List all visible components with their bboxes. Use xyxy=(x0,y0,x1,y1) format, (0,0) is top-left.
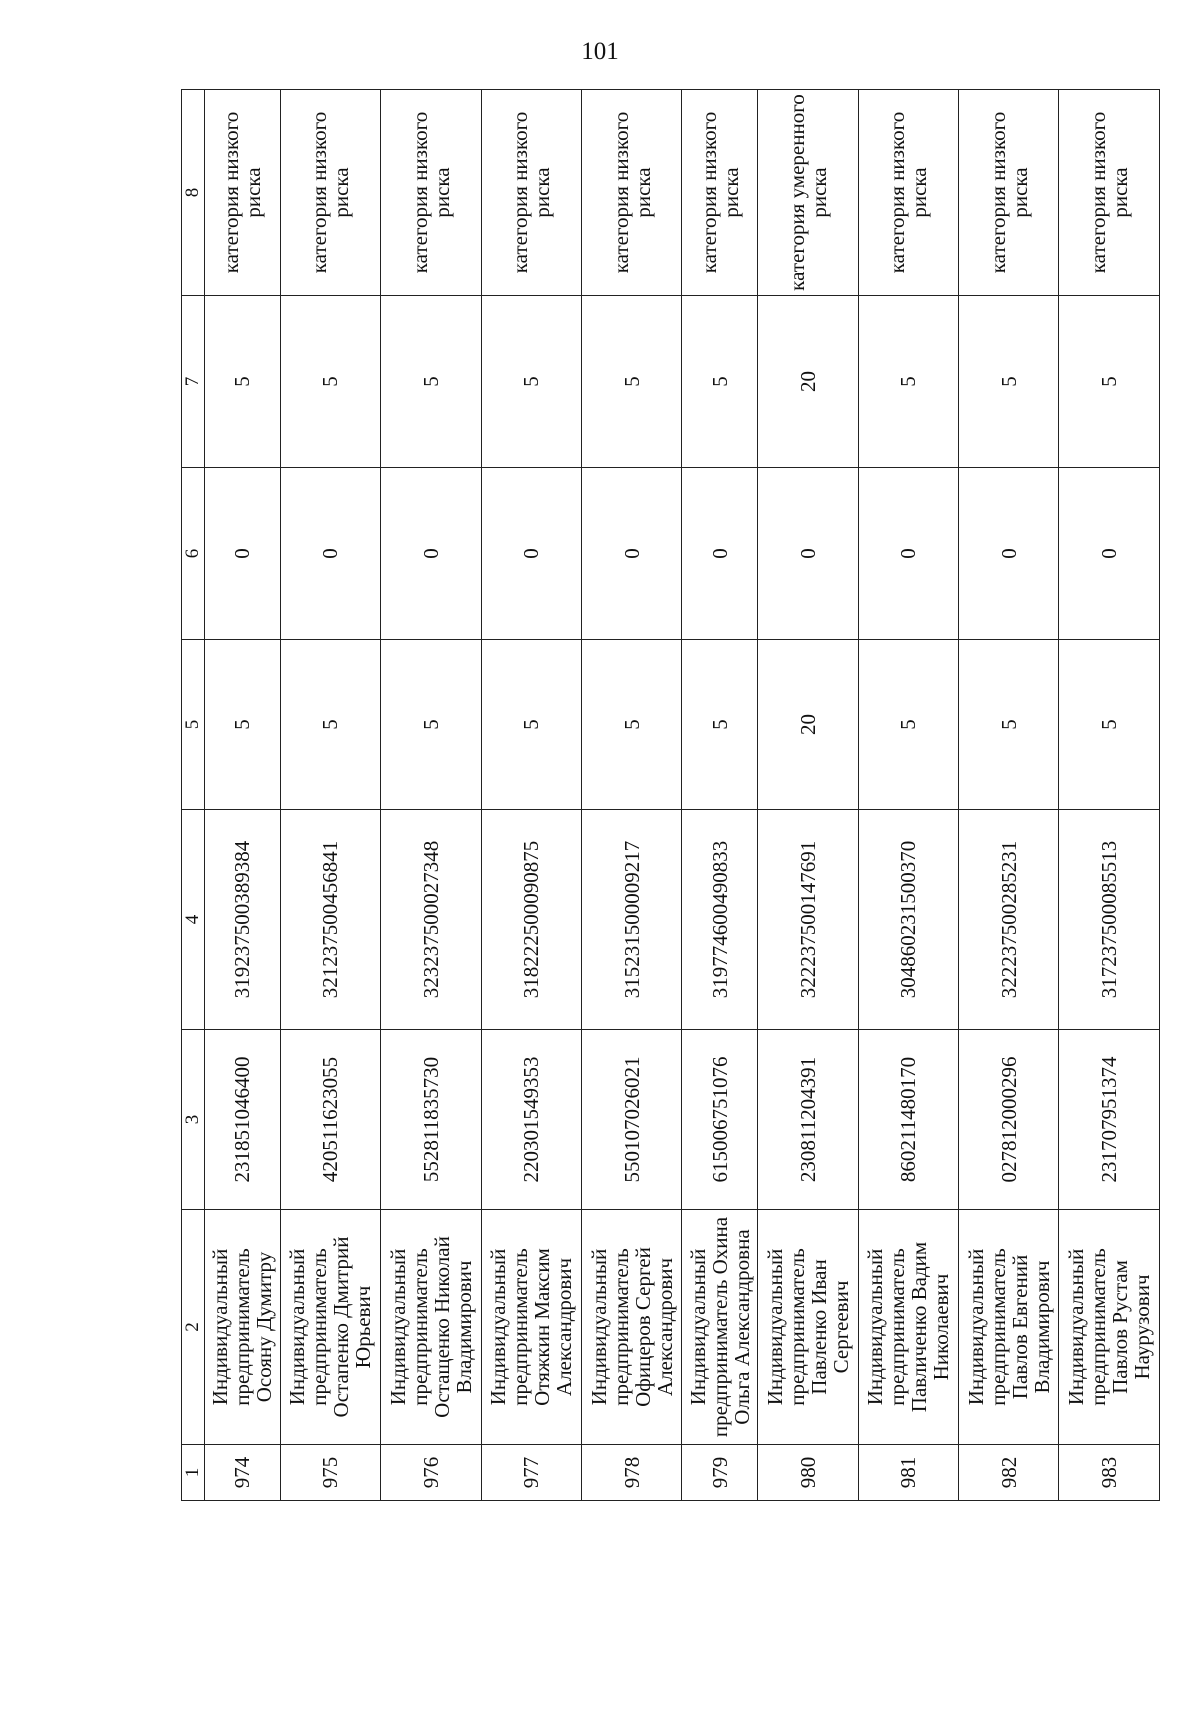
table-cell: 5 xyxy=(205,296,281,468)
table-cell: 0 xyxy=(481,468,581,640)
table-row xyxy=(280,90,380,1501)
table-cell: 20 xyxy=(758,296,858,468)
table-cell: 978 xyxy=(581,1445,681,1501)
table-cell: 5 xyxy=(205,640,281,810)
table-cell: Индивидуальный предприниматель Остащенко Николай Владимирович xyxy=(381,1210,481,1445)
header-cell: 2 xyxy=(182,1210,205,1445)
table-cell: категория низкого риска xyxy=(581,90,681,296)
table-cell: 420511623055 xyxy=(280,1030,380,1210)
registry-table xyxy=(181,89,1160,1501)
table-cell: 220301549353 xyxy=(481,1030,581,1210)
table-row xyxy=(581,90,681,1501)
table-cell: 317237500085513 xyxy=(1059,810,1160,1030)
table-cell: 319774600490833 xyxy=(682,810,758,1030)
header-row xyxy=(182,90,205,1501)
table-cell: Индивидуальный предприниматель Осояну Думитру xyxy=(205,1210,281,1445)
registry-table-frame xyxy=(181,94,1160,1501)
table-cell: Индивидуальный предприниматель Отяжкин Максим Александрович xyxy=(481,1210,581,1445)
table-cell: 5 xyxy=(581,296,681,468)
table-cell: 230811204391 xyxy=(758,1030,858,1210)
table-cell: 5 xyxy=(1059,640,1160,810)
table-cell: 0 xyxy=(280,468,380,640)
table-cell: категория низкого риска xyxy=(958,90,1058,296)
table-cell: 5 xyxy=(858,296,958,468)
table-cell: категория низкого риска xyxy=(280,90,380,296)
table-cell: 980 xyxy=(758,1445,858,1501)
table-cell: 981 xyxy=(858,1445,958,1501)
table-row xyxy=(1059,90,1160,1501)
table-cell: 304860231500370 xyxy=(858,810,958,1030)
table-cell: 231707951374 xyxy=(1059,1030,1160,1210)
table-row xyxy=(682,90,758,1501)
table-cell: категория умеренного риска xyxy=(758,90,858,296)
table-cell: 979 xyxy=(682,1445,758,1501)
table-cell: 550107026021 xyxy=(581,1030,681,1210)
table-cell: 318222500090875 xyxy=(481,810,581,1030)
table-cell: 0 xyxy=(758,468,858,640)
table-cell: Индивидуальный предприниматель Охина Ольга Александровна xyxy=(682,1210,758,1445)
table-cell: 5 xyxy=(958,296,1058,468)
table-cell: Индивидуальный предприниматель Офицеров Сергей Александрович xyxy=(581,1210,681,1445)
table-cell: 0 xyxy=(958,468,1058,640)
table-cell: 5 xyxy=(481,640,581,810)
table-cell: 860211480170 xyxy=(858,1030,958,1210)
table-cell: 5 xyxy=(1059,296,1160,468)
table-cell: 5 xyxy=(682,296,758,468)
table-cell: 322237500147691 xyxy=(758,810,858,1030)
header-cell: 6 xyxy=(182,468,205,640)
table-row xyxy=(481,90,581,1501)
table-cell: 983 xyxy=(1059,1445,1160,1501)
table-cell: категория низкого риска xyxy=(1059,90,1160,296)
table-cell: 315231500009217 xyxy=(581,810,681,1030)
header-cell: 5 xyxy=(182,640,205,810)
table-cell: 5 xyxy=(481,296,581,468)
table-cell: 975 xyxy=(280,1445,380,1501)
table-cell: 5 xyxy=(381,640,481,810)
table-cell: 0 xyxy=(858,468,958,640)
table-cell: 5 xyxy=(280,640,380,810)
page-number: 101 xyxy=(581,38,619,65)
table-row xyxy=(381,90,481,1501)
table-cell: 5 xyxy=(858,640,958,810)
table-cell: 0 xyxy=(1059,468,1160,640)
table-cell: 20 xyxy=(758,640,858,810)
header-cell: 4 xyxy=(182,810,205,1030)
table-cell: 0 xyxy=(581,468,681,640)
table-cell: 615006751076 xyxy=(682,1030,758,1210)
table-cell: 0 xyxy=(205,468,281,640)
table-cell: 0 xyxy=(682,468,758,640)
table-cell: 976 xyxy=(381,1445,481,1501)
table-cell: 5 xyxy=(280,296,380,468)
table-cell: Индивидуальный предприниматель Павлов Рустам Наурузович xyxy=(1059,1210,1160,1445)
table-cell: Индивидуальный предприниматель Павличенко Вадим Николаевич xyxy=(858,1210,958,1445)
table-cell: 982 xyxy=(958,1445,1058,1501)
table-cell: Индивидуальный предприниматель Павленко Иван Сергеевич xyxy=(758,1210,858,1445)
table-cell: категория низкого риска xyxy=(205,90,281,296)
table-cell: 322237500285231 xyxy=(958,810,1058,1030)
table-cell: 231851046400 xyxy=(205,1030,281,1210)
header-cell: 7 xyxy=(182,296,205,468)
header-cell: 1 xyxy=(182,1445,205,1501)
table-cell: 321237500456841 xyxy=(280,810,380,1030)
table-row xyxy=(858,90,958,1501)
table-cell: 5 xyxy=(958,640,1058,810)
table-cell: категория низкого риска xyxy=(858,90,958,296)
table-cell: категория низкого риска xyxy=(682,90,758,296)
table-cell: 319237500389384 xyxy=(205,810,281,1030)
table-cell: Индивидуальный предприниматель Остапенко Дмитрий Юрьевич xyxy=(280,1210,380,1445)
header-cell: 3 xyxy=(182,1030,205,1210)
table-row xyxy=(958,90,1058,1501)
header-cell: 8 xyxy=(182,90,205,296)
table-cell: 027812000296 xyxy=(958,1030,1058,1210)
table-cell: 0 xyxy=(381,468,481,640)
table-cell: 323237500027348 xyxy=(381,810,481,1030)
table-cell: 552811835730 xyxy=(381,1030,481,1210)
table-cell: 5 xyxy=(682,640,758,810)
table-cell: 5 xyxy=(381,296,481,468)
table-cell: 977 xyxy=(481,1445,581,1501)
table-cell: категория низкого риска xyxy=(481,90,581,296)
table-row xyxy=(205,90,281,1501)
table-cell: 5 xyxy=(581,640,681,810)
table-row xyxy=(758,90,858,1501)
table-cell: Индивидуальный предприниматель Павлов Евгений Владимирович xyxy=(958,1210,1058,1445)
table-cell: 974 xyxy=(205,1445,281,1501)
table-cell: категория низкого риска xyxy=(381,90,481,296)
